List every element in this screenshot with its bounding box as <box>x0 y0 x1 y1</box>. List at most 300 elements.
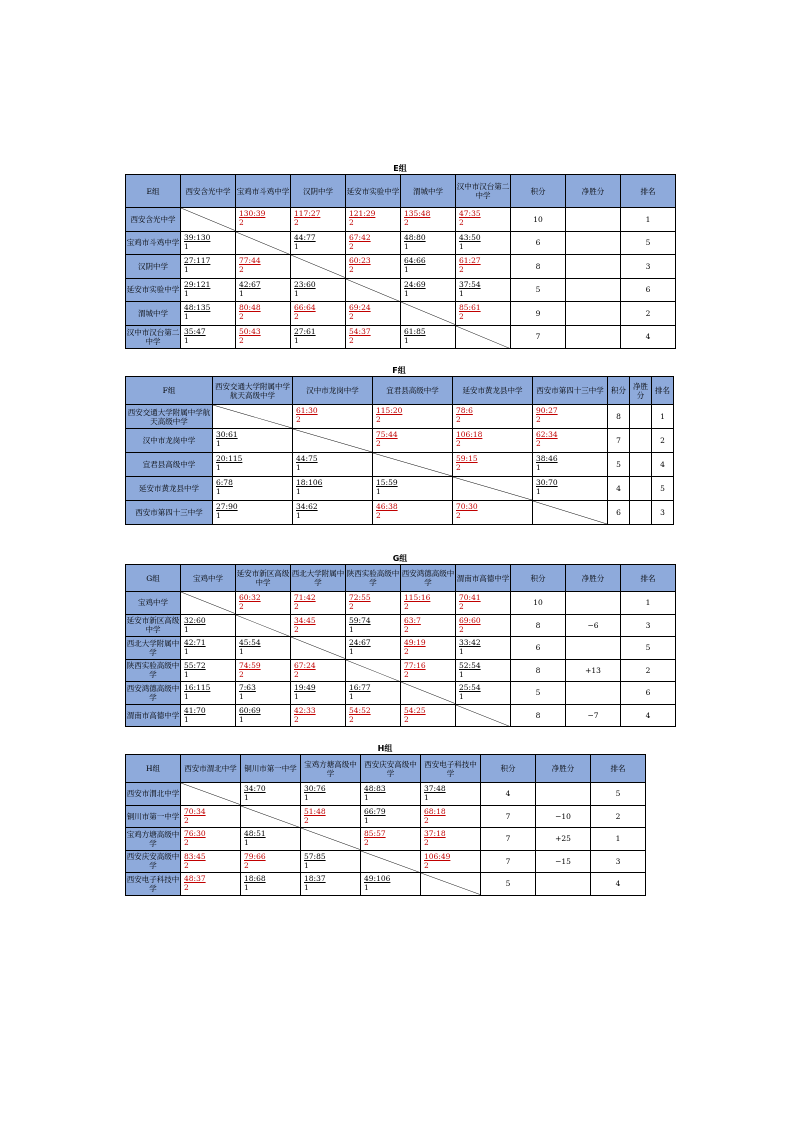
match-result-cell <box>291 278 346 302</box>
match-points: 2 <box>459 218 464 227</box>
diagonal-line <box>453 477 532 500</box>
diagonal-line <box>213 405 292 428</box>
match-score: 74:59 <box>239 660 261 670</box>
match-result-cell <box>241 783 301 806</box>
row-header-team: 西安鸿德高级中学 <box>126 682 181 705</box>
match-result-cell <box>346 614 401 637</box>
column-header-stat: 积分 <box>511 175 566 208</box>
match-points: 2 <box>239 335 244 345</box>
table-row <box>126 208 676 232</box>
points-value: 7 <box>511 325 566 349</box>
match-score: 42:71 <box>184 638 206 647</box>
match-points: 2 <box>184 815 189 825</box>
match-points: 1 <box>184 692 189 701</box>
match-result-cell <box>533 477 608 501</box>
match-points: 2 <box>244 860 249 870</box>
table-row <box>126 453 674 477</box>
match-score: 49:19 <box>404 638 426 647</box>
diagonal-line <box>236 232 290 255</box>
match-points: 2 <box>349 312 354 321</box>
diagonal-line <box>456 705 510 727</box>
match-result-cell <box>401 208 456 232</box>
column-header-team: 渭城中学 <box>401 175 456 208</box>
match-result-cell <box>181 850 241 873</box>
point-diff-value: −10 <box>536 805 591 828</box>
match-result-cell <box>236 659 291 682</box>
match-score: 66:64 <box>294 303 316 312</box>
match-points: 1 <box>216 511 221 520</box>
group-title: H组 <box>377 744 393 753</box>
match-result-cell <box>181 302 236 326</box>
match-result-cell <box>456 614 511 637</box>
match-points: 1 <box>296 487 301 496</box>
match-score: 80:48 <box>239 303 261 312</box>
column-header-stat: 净胜分 <box>536 755 591 783</box>
match-points: 1 <box>239 647 244 656</box>
match-score: 43:50 <box>459 232 481 242</box>
rank-value: 3 <box>621 255 676 279</box>
match-score: 48:135 <box>184 303 211 312</box>
match-points: 1 <box>304 793 309 802</box>
match-points: 2 <box>459 624 464 634</box>
match-result-cell <box>301 850 361 873</box>
match-score: 72:55 <box>349 593 371 602</box>
match-result-cell <box>533 453 608 477</box>
match-result-cell <box>301 783 361 806</box>
rank-value: 4 <box>591 873 646 896</box>
table-row <box>126 501 674 525</box>
group-corner-label: G组 <box>126 565 181 592</box>
table-row <box>126 828 646 851</box>
diagonal-line <box>346 279 400 302</box>
diagonal-cell <box>291 637 346 660</box>
point-diff-value: +25 <box>536 828 591 851</box>
column-header-team: 西安电子科技中学 <box>421 755 481 783</box>
rank-value: 5 <box>591 783 646 806</box>
match-result-cell <box>293 405 373 429</box>
column-header-stat: 排名 <box>591 755 646 783</box>
diagonal-line <box>373 453 452 476</box>
column-header-team: 延安市黄龙县中学 <box>453 377 533 405</box>
diagonal-cell <box>181 592 236 615</box>
table-row <box>126 614 676 637</box>
match-result-cell <box>291 659 346 682</box>
match-points: 1 <box>294 692 299 701</box>
diagonal-cell <box>361 850 421 873</box>
match-points: 1 <box>216 487 221 496</box>
match-points: 2 <box>239 669 244 679</box>
column-header-stat: 净胜分 <box>566 175 621 208</box>
match-points: 2 <box>376 511 381 520</box>
match-points: 1 <box>184 669 189 679</box>
rank-value: 6 <box>621 278 676 302</box>
match-score: 48:37 <box>184 874 206 883</box>
match-points: 2 <box>304 815 309 825</box>
match-score: 18:106 <box>296 478 323 487</box>
match-points: 2 <box>456 439 461 448</box>
match-result-cell <box>456 208 511 232</box>
point-diff-value <box>630 429 652 453</box>
match-points: 1 <box>364 815 369 825</box>
match-points: 2 <box>349 714 354 724</box>
match-score: 37:18 <box>424 829 446 838</box>
row-header-team: 西安庆安高级中学 <box>126 850 181 873</box>
header-row <box>126 175 676 208</box>
match-score: 51:48 <box>304 806 326 816</box>
header-row <box>126 377 674 405</box>
match-result-cell <box>236 704 291 727</box>
diagonal-line <box>236 615 290 637</box>
match-score: 7:63 <box>239 683 256 692</box>
match-result-cell <box>373 501 453 525</box>
match-points: 2 <box>459 265 464 274</box>
match-result-cell <box>181 682 236 705</box>
match-score: 64:66 <box>404 256 426 265</box>
match-points: 2 <box>239 218 244 227</box>
table-row <box>126 477 674 501</box>
diagonal-line <box>361 851 420 873</box>
rank-value: 5 <box>652 477 674 501</box>
diagonal-line <box>293 429 372 452</box>
table-row <box>126 850 646 873</box>
match-points: 1 <box>364 793 369 802</box>
table-row <box>126 278 676 302</box>
table-row <box>126 592 676 615</box>
match-score: 106:49 <box>424 851 451 861</box>
column-header-stat: 排名 <box>621 565 676 592</box>
match-result-cell <box>291 302 346 326</box>
standings-table <box>125 174 676 349</box>
match-score: 44:75 <box>296 454 318 463</box>
match-points: 2 <box>184 838 189 847</box>
standings-table <box>125 564 676 727</box>
match-points: 2 <box>536 439 541 448</box>
row-header-team: 渭南市高德中学 <box>126 704 181 727</box>
match-result-cell <box>236 682 291 705</box>
match-result-cell <box>346 704 401 727</box>
match-result-cell <box>401 614 456 637</box>
match-score: 106:18 <box>456 430 483 439</box>
point-diff-value: −15 <box>536 850 591 873</box>
match-score: 34:62 <box>296 502 318 511</box>
match-points: 1 <box>184 288 189 298</box>
match-result-cell <box>421 805 481 828</box>
match-points: 2 <box>239 312 244 321</box>
rank-value: 1 <box>652 405 674 429</box>
match-score: 63:7 <box>404 615 421 625</box>
diagonal-cell <box>421 873 481 896</box>
match-result-cell <box>453 429 533 453</box>
match-score: 121:29 <box>349 209 376 218</box>
diagonal-line <box>241 806 300 828</box>
column-header-team: 陕西实验高级中学 <box>346 565 401 592</box>
match-score: 59:74 <box>349 615 371 625</box>
match-score: 47:35 <box>459 209 481 218</box>
match-result-cell <box>346 637 401 660</box>
group-corner-label: E组 <box>126 175 181 208</box>
row-header-team: 铜川市第一中学 <box>126 805 181 828</box>
match-score: 115:20 <box>376 406 403 415</box>
rank-value: 3 <box>591 850 646 873</box>
match-result-cell <box>236 208 291 232</box>
point-diff-value: +13 <box>566 659 621 682</box>
match-result-cell <box>181 278 236 302</box>
match-result-cell <box>456 302 511 326</box>
row-header-team: 延安市黄龙县中学 <box>126 477 213 501</box>
match-points: 1 <box>536 487 541 496</box>
point-diff-value: −7 <box>566 704 621 727</box>
match-score: 69:24 <box>349 303 371 312</box>
point-diff-value <box>566 682 621 705</box>
rank-value: 4 <box>652 453 674 477</box>
column-header-stat: 排名 <box>621 175 676 208</box>
match-result-cell <box>181 637 236 660</box>
rank-value: 1 <box>621 592 676 615</box>
match-result-cell <box>181 873 241 896</box>
match-score: 30:61 <box>216 430 238 439</box>
points-value: 4 <box>608 477 630 501</box>
match-result-cell <box>293 453 373 477</box>
match-points: 2 <box>424 815 429 825</box>
match-result-cell <box>241 828 301 851</box>
match-points: 1 <box>244 838 249 847</box>
match-points: 1 <box>184 265 189 274</box>
points-value: 6 <box>511 637 566 660</box>
match-points: 2 <box>294 669 299 679</box>
match-points: 1 <box>244 793 249 802</box>
diagonal-line <box>181 592 235 614</box>
standings-table <box>125 754 646 896</box>
match-result-cell <box>213 453 293 477</box>
rank-value: 1 <box>591 828 646 851</box>
match-points: 2 <box>459 602 464 611</box>
match-score: 135:48 <box>404 209 431 218</box>
table-row <box>126 873 646 896</box>
match-result-cell <box>453 453 533 477</box>
column-header-stat: 净胜分 <box>630 377 652 405</box>
match-points: 1 <box>404 241 409 251</box>
match-points: 2 <box>536 415 541 424</box>
table-row <box>126 429 674 453</box>
match-points: 1 <box>184 714 189 724</box>
match-score: 70:41 <box>459 593 481 602</box>
group-corner-label: F组 <box>126 377 213 405</box>
match-score: 54:37 <box>349 326 371 336</box>
match-score: 16:115 <box>184 683 211 692</box>
column-header-stat: 积分 <box>511 565 566 592</box>
match-points: 1 <box>239 288 244 298</box>
match-points: 1 <box>404 335 409 345</box>
match-points: 1 <box>296 511 301 520</box>
rank-value: 4 <box>621 704 676 727</box>
match-score: 85:57 <box>364 829 386 838</box>
match-score: 61:85 <box>404 326 426 336</box>
match-result-cell <box>401 704 456 727</box>
match-points: 2 <box>294 714 299 724</box>
match-score: 48:83 <box>364 784 386 793</box>
table-row <box>126 805 646 828</box>
point-diff-value <box>630 477 652 501</box>
match-score: 18:68 <box>244 874 266 883</box>
table-row <box>126 682 676 705</box>
diagonal-cell <box>453 477 533 501</box>
match-result-cell <box>361 828 421 851</box>
match-points: 1 <box>294 288 299 298</box>
table-row <box>126 302 676 326</box>
diagonal-line <box>181 208 235 231</box>
row-header-team: 宝鸡中学 <box>126 592 181 615</box>
match-score: 18:37 <box>304 874 326 883</box>
match-result-cell <box>401 278 456 302</box>
diagonal-cell <box>373 453 453 477</box>
match-result-cell <box>456 592 511 615</box>
points-value: 7 <box>608 429 630 453</box>
match-result-cell <box>346 208 401 232</box>
match-score: 37:54 <box>459 279 481 289</box>
match-score: 61:30 <box>296 406 318 415</box>
column-header-team: 西安含光中学 <box>181 175 236 208</box>
match-score: 33:42 <box>459 638 481 647</box>
point-diff-value <box>566 302 621 326</box>
row-header-team: 渭城中学 <box>126 302 181 326</box>
row-header-team: 西安市第四十三中学 <box>126 501 213 525</box>
match-points: 2 <box>456 415 461 424</box>
diagonal-line <box>533 501 607 524</box>
match-points: 1 <box>216 439 221 448</box>
diagonal-cell <box>293 429 373 453</box>
match-points: 1 <box>404 265 409 274</box>
point-diff-value <box>566 637 621 660</box>
match-result-cell <box>291 592 346 615</box>
diagonal-cell <box>346 659 401 682</box>
match-score: 78:6 <box>456 406 473 415</box>
match-score: 42:33 <box>294 705 316 715</box>
row-header-team: 延安市实验中学 <box>126 278 181 302</box>
match-result-cell <box>181 659 236 682</box>
match-score: 32:60 <box>184 615 206 625</box>
match-score: 55:72 <box>184 660 206 670</box>
point-diff-value <box>566 255 621 279</box>
match-score: 38:46 <box>536 454 558 463</box>
match-result-cell <box>533 429 608 453</box>
column-header-team: 延安市实验中学 <box>346 175 401 208</box>
match-result-cell <box>453 405 533 429</box>
match-score: 45:54 <box>239 638 261 647</box>
match-result-cell <box>401 637 456 660</box>
match-result-cell <box>213 429 293 453</box>
group-title: E组 <box>393 164 407 173</box>
match-points: 1 <box>244 883 249 892</box>
match-score: 30:76 <box>304 784 326 793</box>
match-score: 85:61 <box>459 303 481 312</box>
match-score: 68:18 <box>424 806 446 816</box>
match-result-cell <box>181 805 241 828</box>
column-header-stat: 排名 <box>652 377 674 405</box>
match-result-cell <box>346 302 401 326</box>
row-header-team: 宝鸡市斗鸡中学 <box>126 231 181 255</box>
match-score: 48:80 <box>404 232 426 242</box>
match-result-cell <box>456 278 511 302</box>
row-header-team: 汉中市汉台第二中学 <box>126 325 181 349</box>
diagonal-cell <box>181 208 236 232</box>
match-result-cell <box>236 255 291 279</box>
column-header-team: 宝鸡方塘高级中学 <box>301 755 361 783</box>
group-title: F组 <box>392 366 406 375</box>
match-points: 2 <box>404 218 409 227</box>
column-header-stat: 净胜分 <box>566 565 621 592</box>
match-score: 52:54 <box>459 660 481 670</box>
rank-value: 3 <box>652 501 674 525</box>
match-result-cell <box>401 255 456 279</box>
column-header-team: 西安市第四十三中学 <box>533 377 608 405</box>
match-result-cell <box>346 592 401 615</box>
match-result-cell <box>373 405 453 429</box>
match-result-cell <box>456 255 511 279</box>
match-result-cell <box>291 704 346 727</box>
diagonal-line <box>301 828 360 850</box>
column-header-team: 汉中市汉台第二中学 <box>456 175 511 208</box>
match-result-cell <box>346 682 401 705</box>
match-result-cell <box>293 477 373 501</box>
diagonal-cell <box>241 805 301 828</box>
point-diff-value <box>630 501 652 525</box>
match-points: 2 <box>349 335 354 345</box>
match-points: 1 <box>304 883 309 892</box>
group-title: G组 <box>392 554 408 563</box>
column-header-team: 渭南市高德中学 <box>456 565 511 592</box>
match-score: 115:16 <box>404 593 431 602</box>
column-header-team: 西安市渭北中学 <box>181 755 241 783</box>
match-score: 27:117 <box>184 256 211 265</box>
points-value: 5 <box>511 682 566 705</box>
match-points: 2 <box>404 624 409 634</box>
match-points: 2 <box>239 265 244 274</box>
match-score: 79:66 <box>244 851 266 861</box>
points-value: 7 <box>481 828 536 851</box>
match-points: 1 <box>239 692 244 701</box>
table-row <box>126 255 676 279</box>
match-points: 1 <box>349 624 354 634</box>
match-result-cell <box>421 783 481 806</box>
row-header-team: 延安市新区高级中学 <box>126 614 181 637</box>
match-points: 2 <box>294 312 299 321</box>
points-value: 7 <box>481 805 536 828</box>
points-value: 6 <box>608 501 630 525</box>
match-result-cell <box>181 325 236 349</box>
header-row <box>126 755 646 783</box>
match-points: 1 <box>294 241 299 251</box>
match-score: 42:67 <box>239 279 261 289</box>
points-value: 8 <box>608 405 630 429</box>
match-score: 27:90 <box>216 502 238 511</box>
row-header-team: 汉阴中学 <box>126 255 181 279</box>
match-result-cell <box>293 501 373 525</box>
match-result-cell <box>291 614 346 637</box>
match-points: 2 <box>424 838 429 847</box>
row-header-team: 西北大学附属中学 <box>126 637 181 660</box>
match-points: 1 <box>184 624 189 634</box>
diagonal-line <box>401 682 455 704</box>
match-score: 34:45 <box>294 615 316 625</box>
table-row <box>126 783 646 806</box>
match-score: 30:70 <box>536 478 558 487</box>
match-points: 2 <box>296 415 301 424</box>
match-score: 39:130 <box>184 232 211 242</box>
diagonal-cell <box>213 405 293 429</box>
point-diff-value: −6 <box>566 614 621 637</box>
diagonal-line <box>421 873 480 895</box>
match-score: 117:27 <box>294 209 321 218</box>
